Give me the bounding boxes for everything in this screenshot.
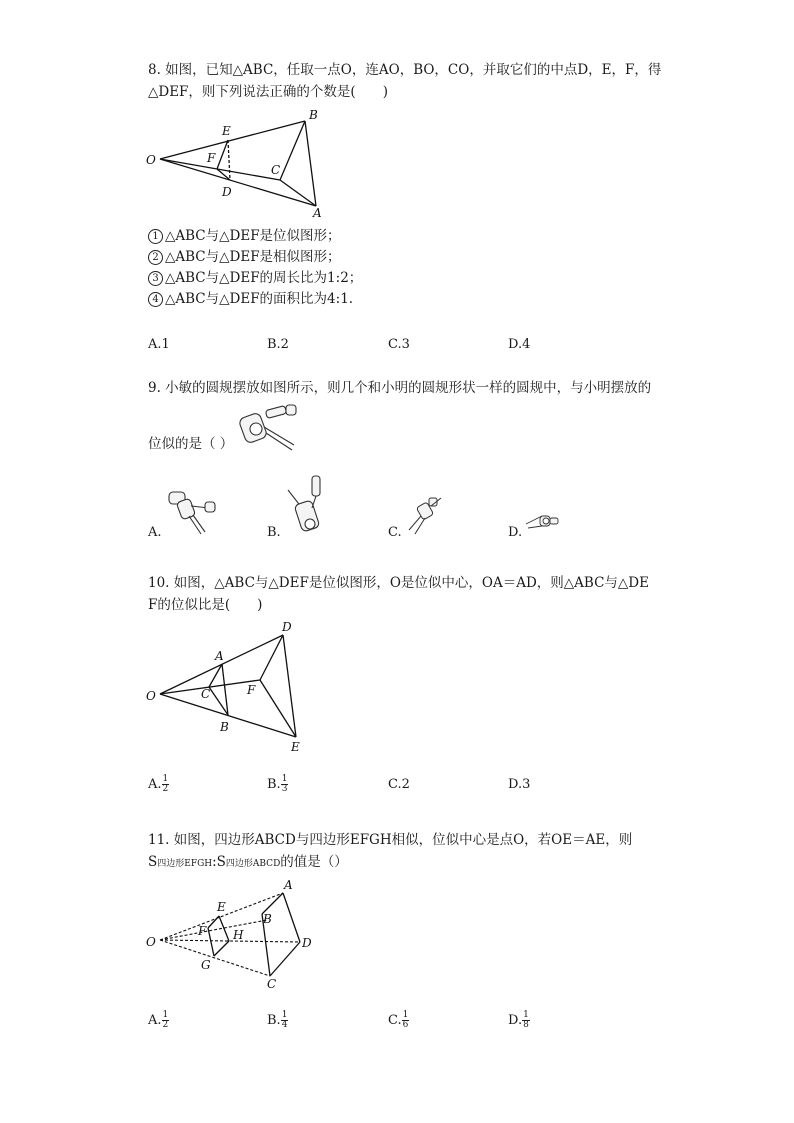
q11-option-d[interactable]: D. $\frac{1}{8}$ — [508, 1010, 529, 1030]
q8-label-B: B — [309, 108, 318, 122]
q10-option-c[interactable]: C.2 — [388, 777, 410, 792]
q9-stem-line2: 位似的是（ ） — [148, 436, 234, 452]
q10-label-E: E — [291, 740, 300, 754]
q10-option-a[interactable]: A. $\frac{1}{2}$ — [148, 774, 169, 794]
q8-label-F: F — [207, 151, 216, 165]
q8-statement-4: 4 △ABC与△DEF的面积比为4:1. — [148, 289, 353, 309]
q11-stem-line2: S四边形EFGH:S四边形ABCD的值是（） — [148, 854, 348, 870]
q11-label-C: C — [267, 977, 277, 991]
q10-label-D: D — [282, 620, 292, 634]
q8-label-E: E — [222, 124, 231, 138]
q10-label-F: F — [247, 683, 256, 697]
q8-option-b[interactable]: B.2 — [267, 337, 289, 352]
q11-stem-line1: 11. 如图，四边形ABCD与四边形EFGH相似，位似中心是点O，若OE＝AE，则 — [148, 832, 633, 848]
q9-option-d[interactable]: D. — [508, 525, 523, 540]
q10-stem-line2: F的位似比是( ) — [148, 597, 263, 613]
q8-label-A: A — [313, 206, 322, 220]
q11-option-b[interactable]: B. $\frac{1}{4}$ — [267, 1010, 288, 1030]
q10-option-b[interactable]: B. $\frac{1}{3}$ — [267, 774, 288, 794]
q11-label-B: B — [263, 912, 272, 926]
q8-stem-line2: △DEF，则下列说法正确的个数是( ) — [148, 84, 388, 100]
q8-stem-line1: 8. 如图，已知△ABC，任取一点O，连AO，BO，CO，并取它们的中点D，E，F，得 — [148, 62, 662, 78]
q8-label-D: D — [222, 185, 232, 199]
q11-label-H: H — [233, 928, 244, 942]
q8-statement-3: 3 △ABC与△DEF的周长比为1:2； — [148, 268, 362, 288]
q8-option-c[interactable]: C.3 — [388, 337, 410, 352]
q8-label-C: C — [271, 163, 281, 177]
q11-label-A: A — [284, 878, 293, 892]
q10-label-O: O — [146, 689, 156, 703]
q11-label-F: F — [198, 924, 207, 938]
q11-option-a[interactable]: A. $\frac{1}{2}$ — [148, 1010, 169, 1030]
q11-option-c[interactable]: C. $\frac{1}{6}$ — [388, 1010, 409, 1030]
q8-option-a[interactable]: A.1 — [148, 337, 170, 352]
q10-stem-line1: 10. 如图，△ABC与△DEF是位似图形，O是位似中心，OA＝AD，则△ABC与△DE — [148, 575, 649, 591]
q9-option-a[interactable]: A. — [148, 525, 162, 540]
q10-label-C: C — [201, 687, 211, 701]
q8-statement-1: 1 △ABC与△DEF是位似图形； — [148, 226, 341, 246]
q11-label-D: D — [302, 936, 312, 950]
q11-label-O: O — [146, 935, 156, 949]
q11-label-E: E — [217, 900, 226, 914]
q10-option-d[interactable]: D.3 — [508, 777, 531, 792]
q10-label-B: B — [220, 720, 229, 734]
q10-label-A: A — [215, 649, 224, 663]
q9-option-c[interactable]: C. — [388, 525, 402, 540]
q9-stem-line1: 9. 小敏的圆规摆放如图所示，则几个和小明的圆规形状一样的圆规中，与小明摆放的 — [148, 380, 652, 396]
q8-label-O: O — [146, 153, 156, 167]
q8-statement-2: 2 △ABC与△DEF是相似图形； — [148, 247, 341, 267]
q8-option-d[interactable]: D.4 — [508, 337, 531, 352]
q9-option-b[interactable]: B. — [267, 525, 281, 540]
q11-label-G: G — [201, 958, 211, 972]
